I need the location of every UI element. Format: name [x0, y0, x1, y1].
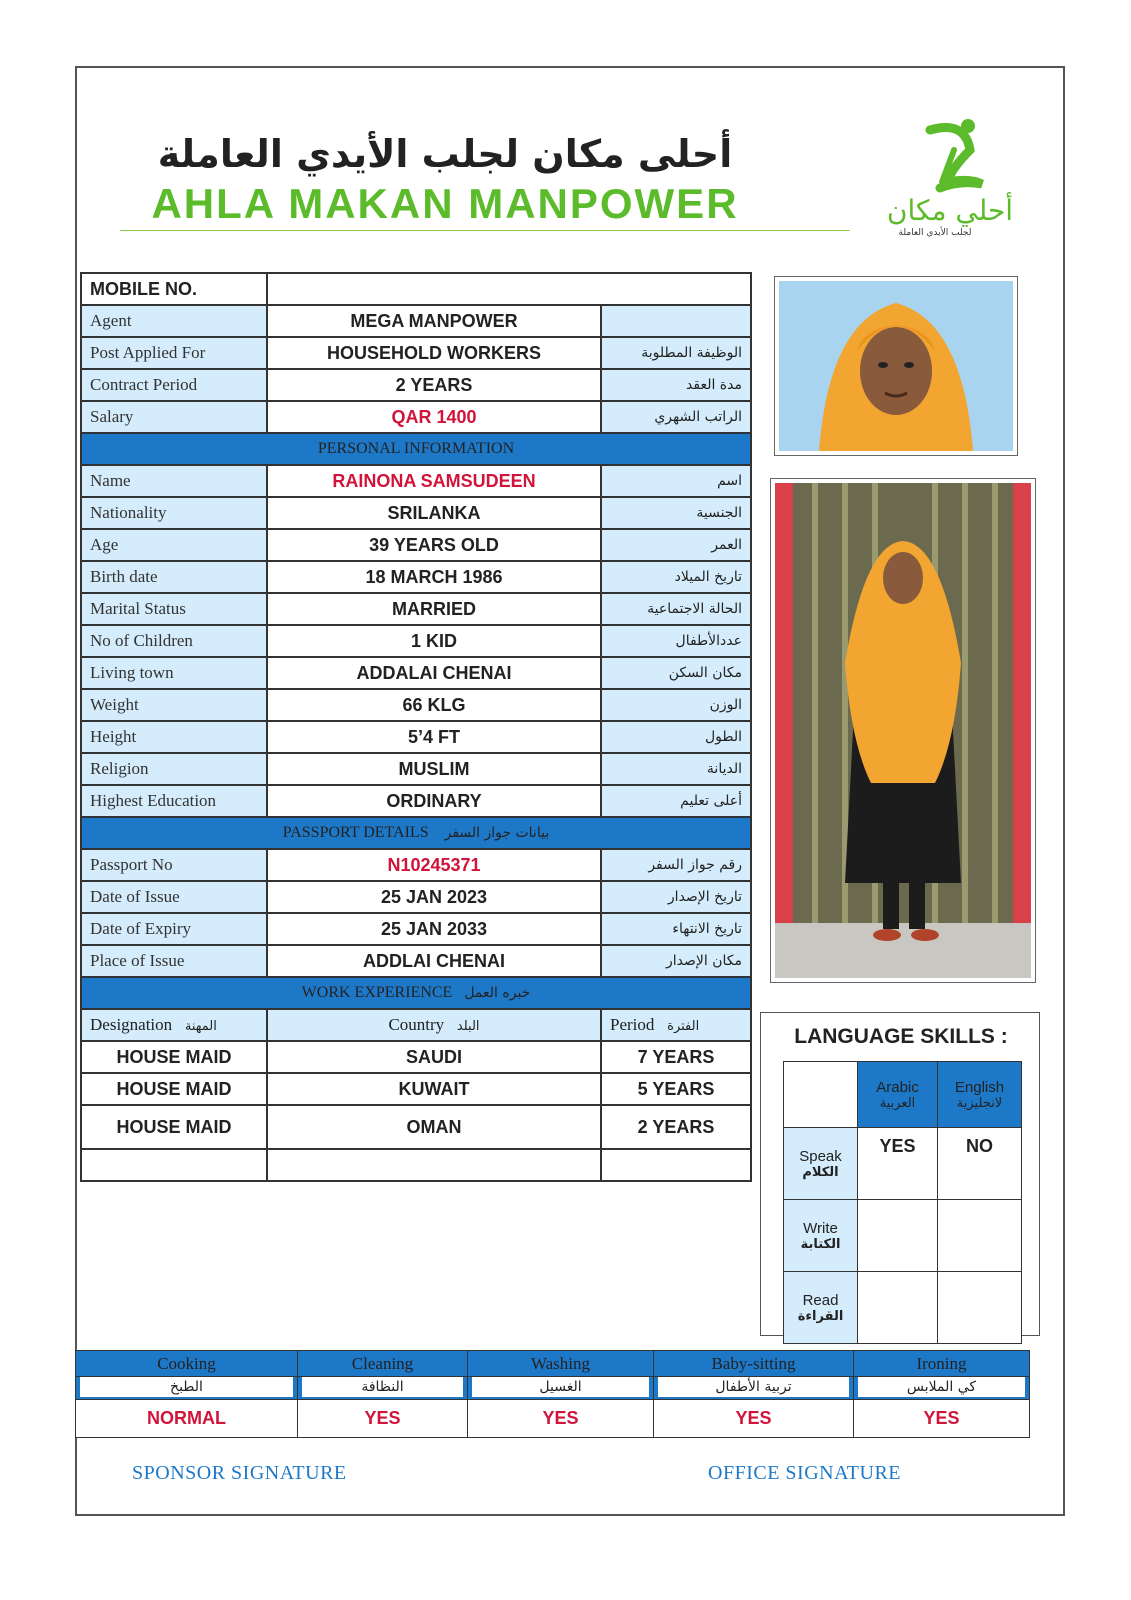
- mobile-value: [267, 273, 751, 305]
- work-header-row: [81, 1009, 751, 1041]
- country-column-header: Country البلد: [267, 1009, 601, 1041]
- children-label-arabic: عددالأطفال: [601, 625, 751, 657]
- skill-ironing-arabic: كي الملابس: [858, 1377, 1025, 1397]
- info-row: [81, 529, 751, 561]
- work-designation: HOUSE MAID: [81, 1041, 267, 1073]
- table-row: [81, 1105, 751, 1149]
- skill-cleaning-value: YES: [298, 1400, 468, 1438]
- work-country: KUWAIT: [267, 1073, 601, 1105]
- birthdate-value: 18 MARCH 1986: [267, 561, 601, 593]
- post-label: Post Applied For: [81, 337, 267, 369]
- marital-label: Marital Status: [81, 593, 267, 625]
- logo-text-arabic: أحلي مكان: [886, 194, 1014, 227]
- passport-heading: [81, 817, 751, 849]
- passport-heading-ar: بيانات جواز السفر: [444, 825, 550, 841]
- skill-washing-arabic: الغسيل: [472, 1377, 649, 1397]
- expiry-date-label: Date of Expiry: [81, 913, 267, 945]
- contract-label: Contract Period: [81, 369, 267, 401]
- work-designation: HOUSE MAID: [81, 1105, 267, 1149]
- skills-table: [75, 1350, 1030, 1438]
- age-label: Age: [81, 529, 267, 561]
- info-row: [81, 721, 751, 753]
- portrait-image-icon: [779, 281, 1013, 451]
- work-period: 5 YEARS: [601, 1073, 751, 1105]
- info-row: [81, 497, 751, 529]
- language-corner-cell: [784, 1062, 858, 1128]
- salary-value: QAR 1400: [267, 401, 601, 433]
- company-logo: [870, 110, 1030, 250]
- skill-cleaning-arabic: النظافة: [302, 1377, 463, 1397]
- agent-label-arabic: [601, 305, 751, 337]
- work-country: [267, 1149, 601, 1181]
- expiry-date-value: 25 JAN 2033: [267, 913, 601, 945]
- height-value: 5’4 FT: [267, 721, 601, 753]
- marital-label-arabic: الحالة الاجتماعية: [601, 593, 751, 625]
- birthdate-label: Birth date: [81, 561, 267, 593]
- weight-label-arabic: الوزن: [601, 689, 751, 721]
- name-label-arabic: اسم: [601, 465, 751, 497]
- agent-value: MEGA MANPOWER: [267, 305, 601, 337]
- arabic-column-header: Arabic العربية: [858, 1062, 938, 1128]
- skill-ironing-header: Ironing: [854, 1351, 1030, 1377]
- full-body-image-icon: [775, 483, 1031, 978]
- salary-label-arabic: الراتب الشهري: [601, 401, 751, 433]
- table-row: [81, 1149, 751, 1181]
- skill-cleaning-header: Cleaning: [298, 1351, 468, 1377]
- issue-date-label-arabic: تاريخ الإصدار: [601, 881, 751, 913]
- logo-subtext-arabic: لجلب الأيدي العاملة: [898, 228, 972, 238]
- info-row: [81, 369, 751, 401]
- expiry-date-label-arabic: تاريخ الانتهاء: [601, 913, 751, 945]
- info-row: [81, 561, 751, 593]
- agent-label: Agent: [81, 305, 267, 337]
- skill-cooking-arabic: الطبخ: [80, 1377, 293, 1397]
- nationality-label-arabic: الجنسية: [601, 497, 751, 529]
- write-row-label: Write الكتابة: [784, 1200, 858, 1272]
- work-heading-ar: خبره العمل: [464, 985, 531, 1001]
- skill-washing-value: YES: [468, 1400, 654, 1438]
- issue-place-label-arabic: مكان الإصدار: [601, 945, 751, 977]
- work-country: SAUDI: [267, 1041, 601, 1073]
- work-designation: [81, 1149, 267, 1181]
- education-label-arabic: أعلى تعليم: [601, 785, 751, 817]
- mobile-label: MOBILE NO.: [81, 273, 267, 305]
- info-row: [81, 337, 751, 369]
- language-skills-table: [783, 1061, 1022, 1344]
- english-column-header: English لانجليزية: [938, 1062, 1022, 1128]
- skill-cooking-header: Cooking: [76, 1351, 298, 1377]
- height-label-arabic: الطول: [601, 721, 751, 753]
- header-divider: [120, 230, 850, 231]
- info-row: [81, 849, 751, 881]
- passport-no-label-arabic: رقم جواز السفر: [601, 849, 751, 881]
- name-label: Name: [81, 465, 267, 497]
- info-row: [81, 753, 751, 785]
- skill-babysitting-arabic: تربية الأطفال: [658, 1377, 849, 1397]
- work-period: [601, 1149, 751, 1181]
- issue-date-label: Date of Issue: [81, 881, 267, 913]
- language-skills-title: LANGUAGE SKILLS :: [794, 1025, 1008, 1048]
- info-row: [81, 785, 751, 817]
- speak-arabic-value: YES: [858, 1128, 938, 1200]
- info-row: [81, 881, 751, 913]
- contract-value: 2 YEARS: [267, 369, 601, 401]
- children-label: No of Children: [81, 625, 267, 657]
- company-title-arabic: أحلى مكان لجلب الأيدي العاملة: [157, 132, 733, 176]
- skill-washing-header: Washing: [468, 1351, 654, 1377]
- portrait-photo: [774, 276, 1018, 456]
- passport-heading-en: PASSPORT DETAILS: [282, 824, 429, 841]
- period-column-header: Period الفترة: [601, 1009, 751, 1041]
- designation-column-header: Designation المهنة: [81, 1009, 267, 1041]
- work-heading-en: WORK EXPERIENCE: [301, 984, 453, 1001]
- height-label: Height: [81, 721, 267, 753]
- age-value: 39 YEARS OLD: [267, 529, 601, 561]
- language-skills-panel: [760, 1012, 1040, 1336]
- write-arabic-value: [858, 1200, 938, 1272]
- info-row: [81, 913, 751, 945]
- age-label-arabic: العمر: [601, 529, 751, 561]
- mobile-row: [81, 273, 751, 305]
- info-row: [81, 305, 751, 337]
- weight-label: Weight: [81, 689, 267, 721]
- info-row: [81, 465, 751, 497]
- work-period: 2 YEARS: [601, 1105, 751, 1149]
- religion-label-arabic: الديانة: [601, 753, 751, 785]
- table-row: [81, 1073, 751, 1105]
- work-country: OMAN: [267, 1105, 601, 1149]
- education-value: ORDINARY: [267, 785, 601, 817]
- contract-label-arabic: مدة العقد: [601, 369, 751, 401]
- name-value: RAINONA SAMSUDEEN: [267, 465, 601, 497]
- info-row: [81, 945, 751, 977]
- religion-label: Religion: [81, 753, 267, 785]
- skill-babysitting-value: YES: [654, 1400, 854, 1438]
- table-row: [81, 1041, 751, 1073]
- passport-no-label: Passport No: [81, 849, 267, 881]
- weight-value: 66 KLG: [267, 689, 601, 721]
- town-label-arabic: مكان السكن: [601, 657, 751, 689]
- personal-info-heading: PERSONAL INFORMATION: [81, 433, 751, 465]
- work-experience-heading: [81, 977, 751, 1009]
- sponsor-signature-label: SPONSOR SIGNATURE: [132, 1462, 347, 1484]
- post-label-arabic: الوظيفة المطلوبة: [601, 337, 751, 369]
- info-row: [81, 401, 751, 433]
- post-value: HOUSEHOLD WORKERS: [267, 337, 601, 369]
- main-info-table: [80, 272, 752, 1182]
- skill-ironing-value: YES: [854, 1400, 1030, 1438]
- read-english-value: [938, 1272, 1022, 1344]
- marital-value: MARRIED: [267, 593, 601, 625]
- issue-place-label: Place of Issue: [81, 945, 267, 977]
- office-signature-label: OFFICE SIGNATURE: [708, 1462, 902, 1484]
- info-row: [81, 689, 751, 721]
- birthdate-label-arabic: تاريخ الميلاد: [601, 561, 751, 593]
- passport-no-value: N10245371: [267, 849, 601, 881]
- children-value: 1 KID: [267, 625, 601, 657]
- full-body-photo: [770, 478, 1036, 983]
- nationality-label: Nationality: [81, 497, 267, 529]
- skill-babysitting-header: Baby-sitting: [654, 1351, 854, 1377]
- salary-label: Salary: [81, 401, 267, 433]
- info-row: [81, 593, 751, 625]
- read-row-label: Read القراءة: [784, 1272, 858, 1344]
- work-period: 7 YEARS: [601, 1041, 751, 1073]
- issue-date-value: 25 JAN 2023: [267, 881, 601, 913]
- write-english-value: [938, 1200, 1022, 1272]
- speak-row-label: Speak الكلام: [784, 1128, 858, 1200]
- read-arabic-value: [858, 1272, 938, 1344]
- nationality-value: SRILANKA: [267, 497, 601, 529]
- company-title-english: AHLA MAKAN MANPOWER: [151, 180, 739, 227]
- info-row: [81, 657, 751, 689]
- religion-value: MUSLIM: [267, 753, 601, 785]
- skill-cooking-value: NORMAL: [76, 1400, 298, 1438]
- issue-place-value: ADDLAI CHENAI: [267, 945, 601, 977]
- work-designation: HOUSE MAID: [81, 1073, 267, 1105]
- town-label: Living town: [81, 657, 267, 689]
- education-label: Highest Education: [81, 785, 267, 817]
- town-value: ADDALAI CHENAI: [267, 657, 601, 689]
- info-row: [81, 625, 751, 657]
- speak-english-value: NO: [938, 1128, 1022, 1200]
